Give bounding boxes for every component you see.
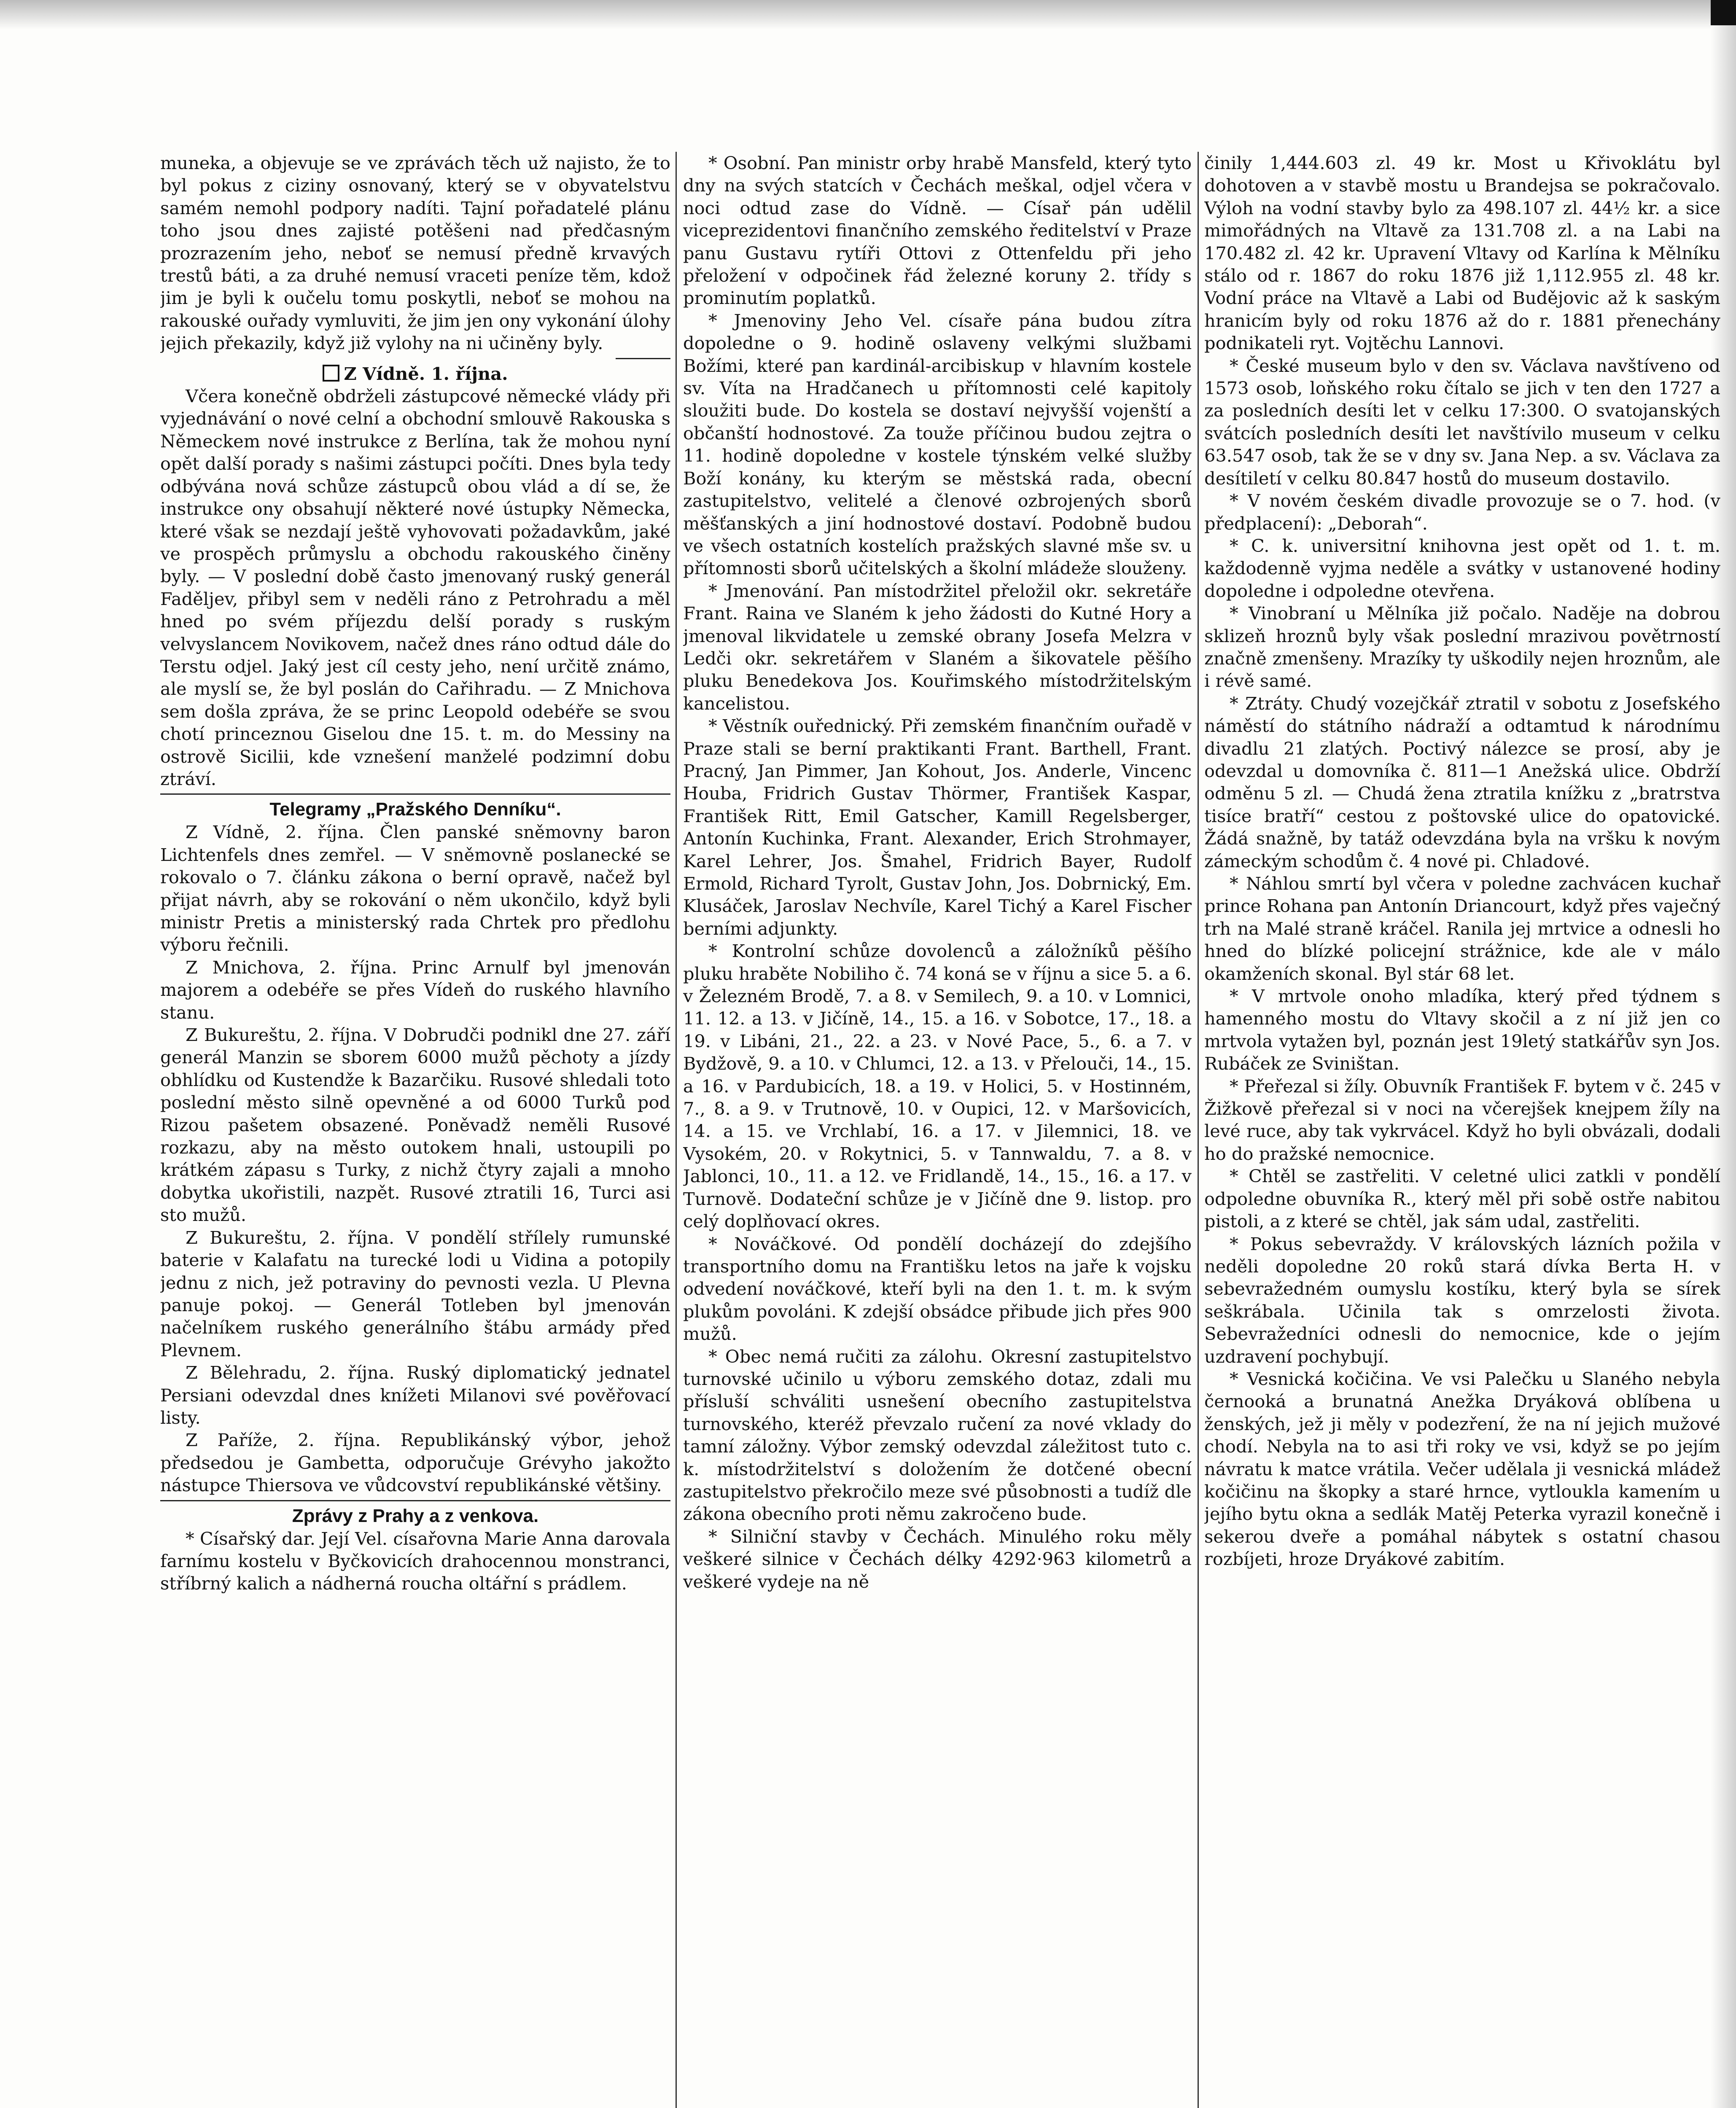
telegram-item: Z Bělehradu, 2. října. Ruský diplomatický jednatel Persiani odevzdal dnes knížeti Milanovi své pověřovací listy. — [160, 1362, 670, 1428]
news-item: * České museum bylo v den sv. Václava navštíveno od 1573 osob, loňského roku čítalo se jich v ten den 1727 a za posledních desíti let v celku 17:300. O svatojanských svátcích posledních desíti let navštívilo museum v celku 63.547 osob, tak že se v dny sv. Jana Nep. a sv. Václava za desítiletí v celku 80.847 hostů do museum dostavilo. — [1204, 355, 1720, 489]
news-item: * Jmenoviny Jeho Vel. císaře pána budou zítra dopoledne o 9. hodině oslaveny velkými službami Božími, které pan kardinál-arcibiskup v hlavním kostele sv. Víta na Hradčanech u přítomnosti celé kapitoly sloužiti bude. Do kostela se dostaví nejvyšší vojenští a občanští hodnostové. Za touže příčinou budou zejtra o 11. hodině dopoledne v kostele týnském velké služby Boží konány, ku kterým se městská rada, obecní zastupitelstvo, velitelé a členové ozbrojených sborů měšťanských a jiní hodnostové dostaví. Podobně budou ve všech ostatních kostelích pražských slavné mše sv. u přítomnosti sborů učitelských a školní mládeže slouženy. — [683, 310, 1192, 579]
news-item: * Kontrolní schůze dovolenců a záložníků pěšího pluku hraběte Nobiliho č. 74 koná se v říjnu a sice 5. a 6. v Železném Brodě, 7. a 8. v Semilech, 9. a 10. v Lomnici, 11. 12. a 13. v Jičíně, 14., 15. a 16. v Sobotce, 17., 18. a 19. v Libáni, 21., 22. a 23. v Nové Pace, 5., 6. a 7. v Bydžově, 9. a 10. v Chlumci, 12. a 13. v Přelouči, 14., 15. a 16. v Pardubicích, 18. a 19. v Holici, 5. v Hostinném, 7., 8. a 9. v Trutnově, 10. v Oupici, 12. v Maršovicích, 14. a 15. ve Vrchlabí, 16. a 17. v Jilemnici, 18. ve Vysokém, 20. v Rokytnici, 5. v Tannwaldu, 7. a 8. v Jablonci, 10., 11. a 12. ve Fridlandě, 14., 15., 16. a 17. v Turnově. Dodateční schůze je v Jičíně dne 9. listop. pro celý doplňovací okres. — [683, 941, 1192, 1232]
telegram-item: Z Bukureštu, 2. října. V pondělí střílely rumunské baterie v Kalafatu na turecké lodi u Vidina a potopily jednu z nich, jež potraviny do pevnosti vezla. U Plevna panuje pokoj. — Generál Totleben byl jmenován načelníkem ruského generálního štábu armády před Plevnem. — [160, 1227, 670, 1361]
dateline: Z Vídně. 1. října. — [160, 363, 670, 385]
news-item: * Náhlou smrtí byl včera v poledne zachvácen kuchař prince Rohana pan Antonín Driancourt, když přes vaječný trh na Malé straně kráčel. Ranila jej mrtvice a odnesli ho hned do blízké policejní strážnice, kde ale v málo okamženích skonal. Byl stár 68 let. — [1204, 873, 1720, 984]
news-item: * Chtěl se zastřeliti. V celetné ulici zatkli v pondělí odpoledne obuvníka R., který měl při sobě ostře nabitou pistoli, a z které se chtěl, jak sám udal, zastřeliti. — [1204, 1166, 1720, 1232]
column-2 — [683, 152, 1192, 2108]
news-item: * C. k. universitní knihovna jest opět od 1. t. m. každodenně vyjma neděle a svátky v ustanovené hodiny dopoledne i odpoledne otevřena. — [1204, 535, 1720, 601]
news-item: * Obec nemá ručiti za zálohu. Okresní zastupitelstvo turnovské učinilo u výboru zemského dotaz, zdali mu přísluší schváliti usnešení obecního zastupitelstva turnovského, kteréž převzalo ručení za nové vklady do tamní záložny. Výbor zemský odevzdal záležitost tuto c. k. místodržitelství s doložením že dotčené obecní zastupitelstvo překročilo meze své působnosti a tudíž dle zákona obecního proti němu zakročeno bude. — [683, 1346, 1192, 1525]
news-item: * Vinobraní u Mělníka již počalo. Naděje na dobrou sklizeň hroznů byly však poslední mrazivou povětrností značně zmenšeny. Mrazíky ty uškodily nejen hroznům, ale i révě samé. — [1204, 603, 1720, 691]
column-rule — [676, 152, 677, 2108]
news-item: * Jmenování. Pan místodržitel přeložil okr. sekretáře Frant. Raina ve Slaném k jeho žádosti do Kutné Hory a jmenoval likvidatele u zemské obrany Josefa Melzra v Ledči okr. sekretářem v Slaném a šikovatele pěšího pluku Benedekova Jos. Kouřimského místodržitelským kancelistou. — [683, 580, 1192, 714]
news-item: * Věstník ouřednický. Při zemském finančním ouřadě v Praze stali se berní praktikanti Frant. Barthell, Frant. Pracný, Jan Pimmer, Jan Kohout, Jos. Anderle, Vincenc Houba, Fridrich Gustav Thörmer, František Kaspar, František Ritt, Emil Gatscher, Kamill Regelsberger, Antonín Kuchinka, Frant. Alexander, Erich Strohmayer, Karel Lehrer, Jos. Šmahel, Fridrich Bayer, Rudolf Ermold, Richard Tyrolt, Gustav John, Jos. Dobrnický, Em. Klusáček, Jaroslav Nechvíle, Karel Tichý a Karel Fischer berními adjunkty. — [683, 715, 1192, 939]
news-item: * V mrtvole onoho mladíka, který před týdnem s hamenného mostu do Vltavy skočil a z ní již jen co mrtvola vytažen byl, poznán jest 19letý statkářův syn Jos. Rubáček ze Sviništan. — [1204, 986, 1720, 1074]
telegram-item: Z Vídně, 2. října. Člen panské sněmovny baron Lichtenfels dnes zemřel. — V sněmovně poslanecké se rokovalo o 7. článku zákona o berní opravě, načež byl přijat návrh, aby se rokování o něm ukončilo, když byli ministr Pretis a ministerský rada Chrtek pro předlohu výboru řečnili. — [160, 822, 670, 955]
news-item: * Silniční stavby v Čechách. Minulého roku měly veškeré silnice v Čechách délky 4292·963 kilometrů a veškeré vydeje na ně — [683, 1526, 1192, 1592]
article-paragraph: muneka, a objevuje se ve zprávách těch už najisto, že to byl pokus z ciziny osnovaný, který se v obyvatelstvu samém nemohl podpory nadíti. Tajní pořadatelé plánu toho jsou dnes zajisté potěšeni nad předčasným prozrazením jeho, neboť se nemusí předně krvavých trestů báti, a za druhé nemusí vraceti peníze těm, kdož jim je byli k oučelu tomu poskytli, neboť se mohou na rakouské ouřady vymluviti, že jim jen ony vykonání úlohy jejich překazily, když již vylohy na ni učiněny byly. — [160, 153, 670, 354]
section-heading: Telegramy „Pražského Denníku“. — [269, 799, 561, 820]
divider — [160, 793, 670, 795]
news-item: * V novém českém divadle provozuje se o 7. hod. (v předplacení): „Deborah“. — [1204, 490, 1720, 534]
article-paragraph: Včera konečně obdrželi zástupcové německé vlády při vyjednávání o nové celní a obchodní smlouvě Rakouska s Německem nové instrukce z Berlína, tak že mohou nyní opět další porady s našimi zástupci počíti. Dnes byla tedy odbývána nová schůze zástupců obou vlád a dí se, že instrukce ony obsahují některé nové ústupky Německa, které však se nezdají ještě vyhovovati požadavkům, jaké ve prospěch průmyslu a obchodu rakouského činěny byly. — V poslední době často jmenovaný ruský generál Faděljev, přibyl sem v neděli ráno z Petrohradu a měl hned po svém příjezdu delší porady s ruským velvyslancem Novikovem, načež dnes ráno odtud dále do Terstu odjel. Jaký jest cíl cesty jeho, není určitě známo, ale myslí se, že byl poslán do Cařihradu. — Z Mnichova sem došla zpráva, že se princ Leopold odebéře se svou chotí princeznou Giselou dne 15. t. m. do Messiny na ostrově Sicilii, kde vznešení manželé podzimní dobu ztráví. — [160, 386, 670, 789]
scan-corner-mark — [1711, 0, 1736, 25]
news-item: * Přeřezal si žíly. Obuvník František F. bytem v č. 245 v Žižkově přeřezal si v noci na včerejšek knejpem žíly na levé ruce, aby tak vykrvácel. Když ho byli obvázali, dodali ho do pražské nemocnice. — [1204, 1076, 1720, 1164]
news-item: * Císařský dar. Její Vel. císařovna Marie Anna darovala farnímu kostelu v Byčkovicích drahocennou monstranci, stříbrný kalich a nádherná roucha oltářní s prádlem. — [160, 1528, 670, 1594]
telegram-item: Z Paříže, 2. října. Republikánský výbor, jehož předsedou je Gambetta, odporučuje Grévyho jakožto nástupce Thiersova ve vůdcovství republikánské většiny. — [160, 1430, 670, 1496]
news-item: * Nováčkové. Od pondělí docházejí do zdejšího transportního domu na Františku letos na jaře k vojsku odvedení nováčkové, kteří byli na den 1. t. m. k svým plukům povoláni. K zdejší obsádce přibude jich přes 900 mužů. — [683, 1233, 1192, 1344]
news-item: * Osobní. Pan ministr orby hrabě Mansfeld, který tyto dny na svých statcích v Čechách meškal, odjel včera v noci odtud zase do Vídně. — Císař pán udělil viceprezidentovi finančního zemského ředitelství v Praze panu Gustavu rytíři Ottovi z Ottenfeldu při jeho přeložení v odpočinek řád železné koruny 2. třídy s prominutím poplatků. — [683, 153, 1192, 309]
news-item: * Pokus sebevraždy. V královských lázních požila v neděli dopoledne 20 roků stará dívka Berta H. v sebevražedném oumyslu kostíku, který byla se sírek seškrábala. Učinila tak s omrzelosti života. Sebevražedníci odnesli do nemocnice, kde o jejím uzdravení pochybují. — [1204, 1233, 1720, 1367]
box-icon — [323, 365, 339, 382]
column-1 — [160, 152, 670, 2108]
column-rule — [1198, 152, 1199, 2108]
divider — [160, 1500, 670, 1501]
scan-edge-top — [0, 0, 1736, 30]
divider — [616, 358, 670, 359]
telegram-item: Z Mnichova, 2. října. Princ Arnulf byl jmenován majorem a odebéře se přes Vídeň do ruského hlavního stanu. — [160, 957, 670, 1023]
column-3 — [1204, 152, 1720, 2108]
news-item: * Ztráty. Chudý vozejčkář ztratil v sobotu z Josefského náměstí do státního nádraží a odtamtud k národnímu divadlu 21 zlatých. Poctivý nálezce se prosí, aby je odevzdal u domovníka č. 811—1 Anežská ulice. Obdrží odměnu 5 zl. — Chudá žena ztratila knížku z „bratrstva tisíce bratří“ cestou z poštovské ulice do opatovické. Žádá snažně, by tatáž odevzdána byla na vršku k novým zámeckým schodům č. 4 nové pi. Chladové. — [1204, 693, 1720, 871]
news-item: * Vesnická kočičina. Ve vsi Palečku u Slaného nebyla černooká a brunatná Anežka Dryáková oblíbena u ženských, jež ji měly v podezření, že na ní jejich mužové chodí. Nebyla na to asi tři roky ve vsi, když se po jejím návratu k matce vrátila. Večer udělala ji vesnická mládež kočičinu na škopky a staré hrnce, vytloukla kamením u jejího bytu okna a sedlák Matěj Peterka vyrazil konečně i sekerou dveře a pomáhal nábytek s ostatní chasou rozbíjeti, hroze Dryákové zabitím. — [1204, 1368, 1720, 1570]
telegram-item: Z Bukureštu, 2. října. V Dobrudči podnikl dne 27. září generál Manzin se sborem 6000 mužů pěchoty a jízdy obhlídku od Kustendže k Bazarčiku. Rusové shledali toto poslední město silně opevněné a od 6000 Turků pod Rizou pašetem obsazené. Poněvadž neměli Rusové rozkazu, aby na město outokem hnali, ustoupili po krátkém zápasu s Turky, z nichž čtyry zajali a mnoho dobytka ukořistili, nazpět. Rusové ztratili 16, Turci asi sto mužů. — [160, 1024, 670, 1226]
news-item: činily 1,444.603 zl. 49 kr. Most u Křivoklátu byl dohotoven a v stavbě mostu u Brandejsa se pokračovalo. Výloh na vodní stavby bylo za 498.107 zl. 44½ kr. a sice mimořádných na Vltavě za 131.708 zl. a na Labi na 170.482 zl. 42 kr. Upravení Vltavy od Karlína k Mělníku stálo od r. 1867 do roku 1876 již 1,112.955 zl. 48 kr. Vodní práce na Vltavě a Labi od Budějovic až k saským hranicím byly od roku 1876 až do r. 1881 přenechány podnikateli ryt. Vojtěchu Lannovi. — [1204, 153, 1720, 354]
section-heading: Zprávy z Prahy a z venkova. — [292, 1505, 539, 1526]
